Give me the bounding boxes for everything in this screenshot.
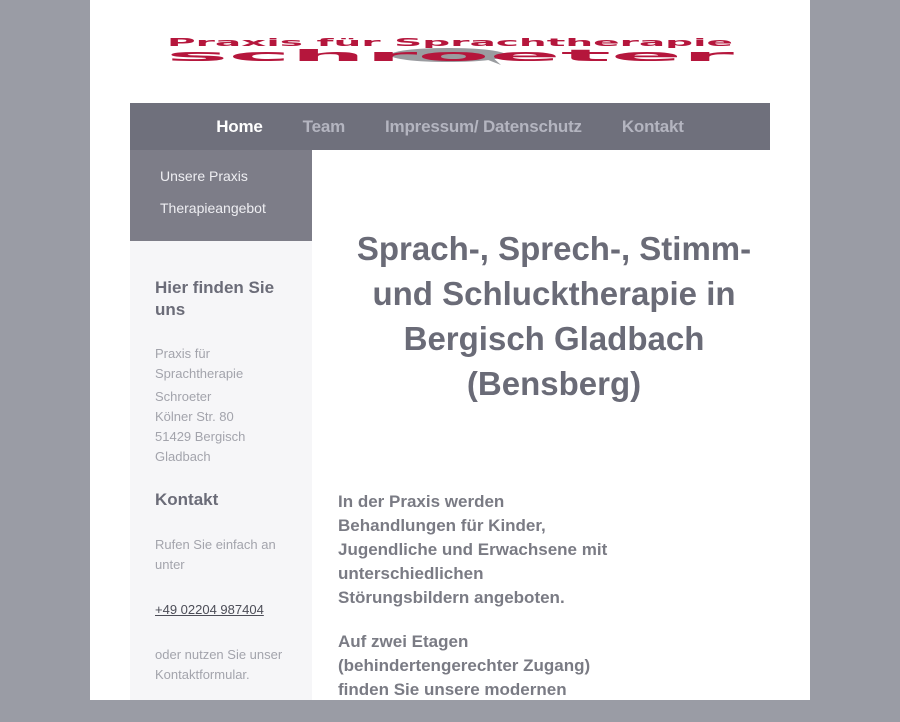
nav-home[interactable]: Home <box>216 116 263 136</box>
address-name-2: Sprachtherapie <box>155 366 244 381</box>
logo-graphic <box>165 36 735 68</box>
contact-outro: oder nutzen Sie unser Kontaktformular. <box>155 647 283 682</box>
address-city-1: 51429 Bergisch <box>155 429 246 444</box>
contact-heading: Kontakt <box>155 490 219 509</box>
nav-impressum-datenschutz[interactable]: Impressum/ Datenschutz <box>385 116 582 136</box>
intro-text <box>338 490 618 722</box>
svg-text:schroeter: schroeter <box>166 46 735 65</box>
nav-team[interactable]: Team <box>302 116 346 136</box>
main-content <box>338 150 770 700</box>
location-heading: Hier finden Sie uns <box>155 278 275 319</box>
intro-paragraph-2: Auf zwei Etagen (behindertengerechter Zugang) finden Sie unsere modernen <box>338 632 591 699</box>
nav-kontakt[interactable]: Kontakt <box>621 116 684 136</box>
svg-text:Praxis für Sprachtherapie: Praxis für Sprachtherapie <box>167 36 733 49</box>
site-logo[interactable] <box>165 36 735 68</box>
subnav-unsere-praxis[interactable]: Unsere Praxis <box>160 168 248 184</box>
main-navigation <box>130 103 770 150</box>
address-city-2: Gladbach <box>155 449 211 464</box>
address-street: Kölner Str. 80 <box>155 409 234 424</box>
intro-paragraph-1: In der Praxis werden Behandlungen für Kinder, Jugendliche und Erwachsene mit unterschiedlichen Störungsbildern angeboten. <box>338 492 608 607</box>
phone-link[interactable]: +49 02204 987404 <box>155 602 264 617</box>
contact-intro: Rufen Sie einfach an unter <box>155 537 276 572</box>
sub-navigation <box>130 150 312 241</box>
sidebar <box>130 150 312 700</box>
subnav-therapieangebot[interactable]: Therapieangebot <box>160 200 266 216</box>
page-container <box>90 0 810 700</box>
sidebar-content <box>130 241 312 685</box>
address-name-1: Praxis für <box>155 346 210 361</box>
page-title: Sprach-, Sprech-, Stimm- und Schlucktherapie in Bergisch Gladbach (Bensberg) <box>356 230 752 402</box>
address-name-3: Schroeter <box>155 389 212 404</box>
